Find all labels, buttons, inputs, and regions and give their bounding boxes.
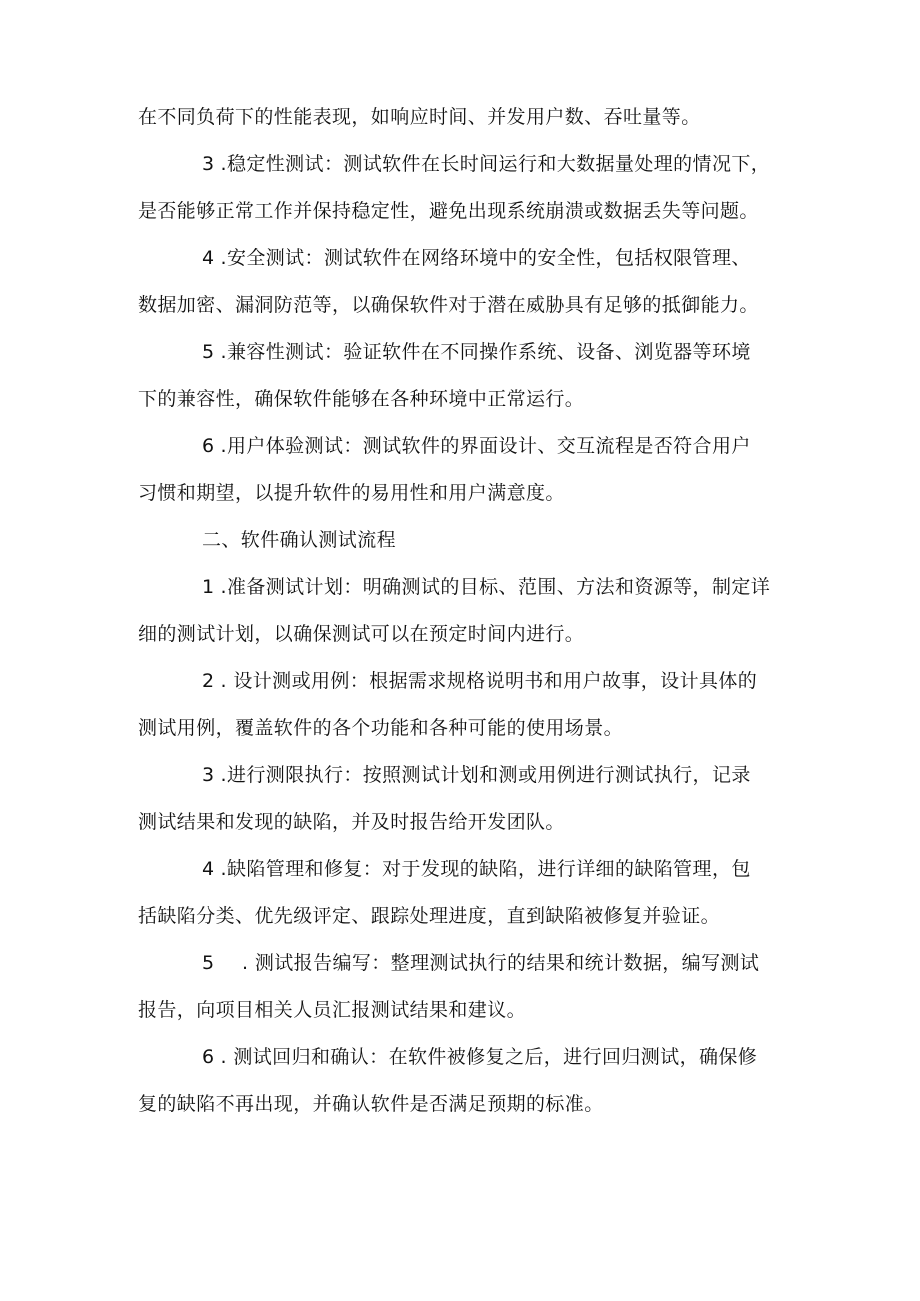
paragraph-line: .缺陷管理和修复：对于发现的缺陷，进行详细的缺陷管理，包 [220, 858, 751, 880]
paragraph-line: 测试结果和发现的缺陷，并及时报告给开发团队。 [138, 811, 565, 833]
paragraph-line: 报告，向项目相关人员汇报测试结果和建议。 [138, 999, 527, 1021]
paragraph-line: 下的兼容性，确保软件能够在各种环境中正常运行。 [138, 388, 585, 410]
paragraph-line: 是否能够正常工作并保持稳定性，避免出现系统崩溃或数据丢失等问题。 [138, 200, 759, 222]
paragraph-line: 复的缺陷不再出现，并确认软件是否满足预期的标准。 [138, 1093, 604, 1115]
paragraph-defect-management [138, 846, 788, 940]
paragraph-stability-test [138, 141, 788, 235]
list-number: 5 [202, 952, 215, 974]
list-number: 5 [202, 341, 215, 363]
paragraph-regression-test [138, 1034, 788, 1128]
paragraph-line: .兼容性测试：验证软件在不同操作系统、设备、浏览器等环境 [220, 341, 751, 363]
list-number: 6 [202, 1046, 215, 1068]
section-heading-text: 二、软件确认测试流程 [202, 529, 397, 551]
list-number: 4 [202, 858, 215, 880]
document-body [138, 94, 788, 1128]
list-number: 1 [202, 576, 215, 598]
paragraph-line: .用户体验测试：测试软件的界面设计、交互流程是否符合用户 [220, 435, 751, 457]
section-heading [138, 517, 788, 564]
paragraph-security-test [138, 235, 788, 329]
paragraph-line: .稳定性测试：测试软件在长时间运行和大数据量处理的情况下， [220, 153, 771, 175]
paragraph-continuation [138, 94, 788, 141]
paragraph-test-report [138, 940, 788, 1034]
paragraph-line: .准备测试计划：明确测试的目标、范围、方法和资源等，制定详 [220, 576, 771, 598]
paragraph-compatibility-test [138, 329, 788, 423]
paragraph-test-execution [138, 752, 788, 846]
paragraph-line: .进行测限执行：按照测试计划和测或用例进行测试执行，记录 [220, 764, 751, 786]
paragraph-line: . 测试报告编写：整理测试执行的结果和统计数据，编写测试 [242, 952, 760, 974]
list-number: 3 [202, 764, 215, 786]
paragraph-line: 细的测试计划，以确保测试可以在预定时间内进行。 [138, 623, 585, 645]
paragraph-line: 习惯和期望，以提升软件的易用性和用户满意度。 [138, 482, 565, 504]
paragraph-test-case-design [138, 658, 788, 752]
paragraph-test-plan [138, 564, 788, 658]
paragraph-ux-test [138, 423, 788, 517]
list-number: 6 [202, 435, 215, 457]
paragraph-line: 数据加密、漏洞防范等，以确保软件对于潜在威胁具有足够的抵御能力。 [138, 294, 759, 316]
paragraph-line: . 设计测或用例：根据需求规格说明书和用户故事，设计具体的 [220, 670, 758, 692]
paragraph-line: 在不同负荷下的性能表现，如响应时间、并发用户数、吞吐量等。 [138, 106, 701, 128]
paragraph-line: .安全测试：测试软件在网络环境中的安全性，包括权限管理、 [220, 247, 751, 269]
list-number: 4 [202, 247, 215, 269]
paragraph-line: 测试用例，覆盖软件的各个功能和各种可能的使用场景。 [138, 717, 624, 739]
paragraph-line: 括缺陷分类、优先级评定、跟踪处理进度，直到缺陷被修复并验证。 [138, 905, 721, 927]
list-number: 3 [202, 153, 215, 175]
paragraph-line: . 测试回归和确认：在软件被修复之后，进行回归测试，确保修 [220, 1046, 758, 1068]
list-number: 2 [202, 670, 215, 692]
